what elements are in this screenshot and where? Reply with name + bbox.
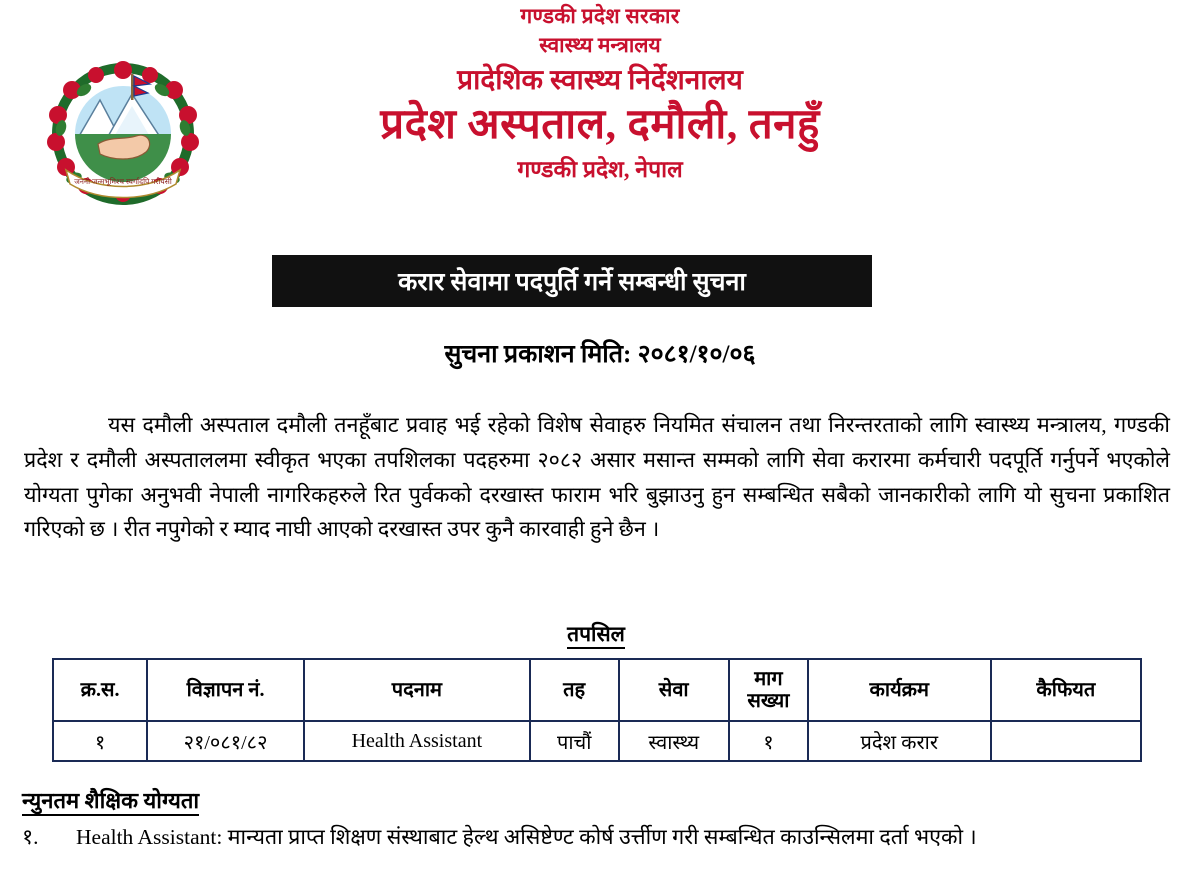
nepal-emblem [28,60,218,220]
cell-post: Health Assistant [304,721,530,761]
column-header-post: पदनाम [304,659,530,721]
header-line-directorate: प्रादेशिक स्वास्थ्य निर्देशनालय [457,64,743,96]
qualification-heading [22,785,199,815]
header-line-government: गण्डकी प्रदेश सरकार [520,4,680,28]
column-header-service: सेवा [619,659,729,721]
column-header-demand: माग सख्या [729,659,808,721]
column-header-ad-no: विज्ञापन नं. [147,659,304,721]
column-header-program: कार्यक्रम [808,659,991,721]
svg-text:जननी जन्मभूमिश्च स्वर्गादपि गर: जननी जन्मभूमिश्च स्वर्गादपि गरीयसी [74,177,172,186]
cell-program: प्रदेश करार [808,721,991,761]
notice-title-banner: करार सेवामा पदपुर्ति गर्ने सम्बन्धी सुचना [272,255,872,307]
notice-body-paragraph: यस दमौली अस्पताल दमौली तनहूँबाट प्रवाह भई रहेको विशेष सेवाहरु नियमित संचालन तथा निरन्तरताको लागि स्वास्थ्य मन्त्रालय, गण्डकी प्रदेश र दमौली अस्पताललमा स्वीकृत भएका तपशिलका पदहरुमा २०८२ असार मसान्त सम्मको लागि सेवा करारमा कर्मचारी पदपूर्ति गर्नुपर्ने भएकोले योग्यता पुगेका अनुभवी नेपाली नागरिकहरुले रित पुर्वकको दरखास्त फाराम भरि बुझाउनु हुन सम्बन्धित सबैको जानकारीको लागि यो सुचना प्रकाशित गरिएको छ । रीत नपुगेको र म्याद नाघी आएको दरखास्त उपर कुनै कारवाही हुने छैन । [24,413,1170,542]
header-line-province: गण्डकी प्रदेश, नेपाल [517,157,683,183]
qualification-list [22,820,1162,854]
tapasil-heading [0,620,1192,648]
list-item [22,820,1162,854]
column-header-sn: क्र.स. [53,659,147,721]
column-header-level: तह [530,659,619,721]
tapasil-heading-text: तपसिल [567,622,625,649]
table-header-row [53,659,1141,721]
document-header [220,4,980,183]
cell-sn: १ [53,721,147,761]
vacancy-table-wrapper [52,658,1142,762]
header-line-ministry: स्वास्थ्य मन्त्रालय [539,32,661,57]
qualification-item-text: Health Assistant: मान्यता प्राप्त शिक्षण संस्थाबाट हेल्थ असिष्टेण्ट कोर्ष उर्त्तीण गरी सम्बन्धित काउन्सिलमा दर्ता भएको । [76,825,977,849]
cell-demand: १ [729,721,808,761]
publish-date: सुचना प्रकाशन मिति: २०८१/१०/०६ [444,341,756,368]
table-row [53,721,1141,761]
qualification-item-number: १. [22,825,39,849]
cell-remarks [991,721,1141,761]
qualification-heading-text: न्युनतम शैक्षिक योग्यता [22,788,199,816]
column-header-remarks: कैफियत [991,659,1141,721]
vacancy-table [52,658,1142,762]
cell-service: स्वास्थ्य [619,721,729,761]
cell-level: पाचौं [530,721,619,761]
header-line-hospital: प्रदेश अस्पताल, दमौली, तनहुँ [380,101,820,148]
cell-ad-no: २१/०८१/८२ [147,721,304,761]
